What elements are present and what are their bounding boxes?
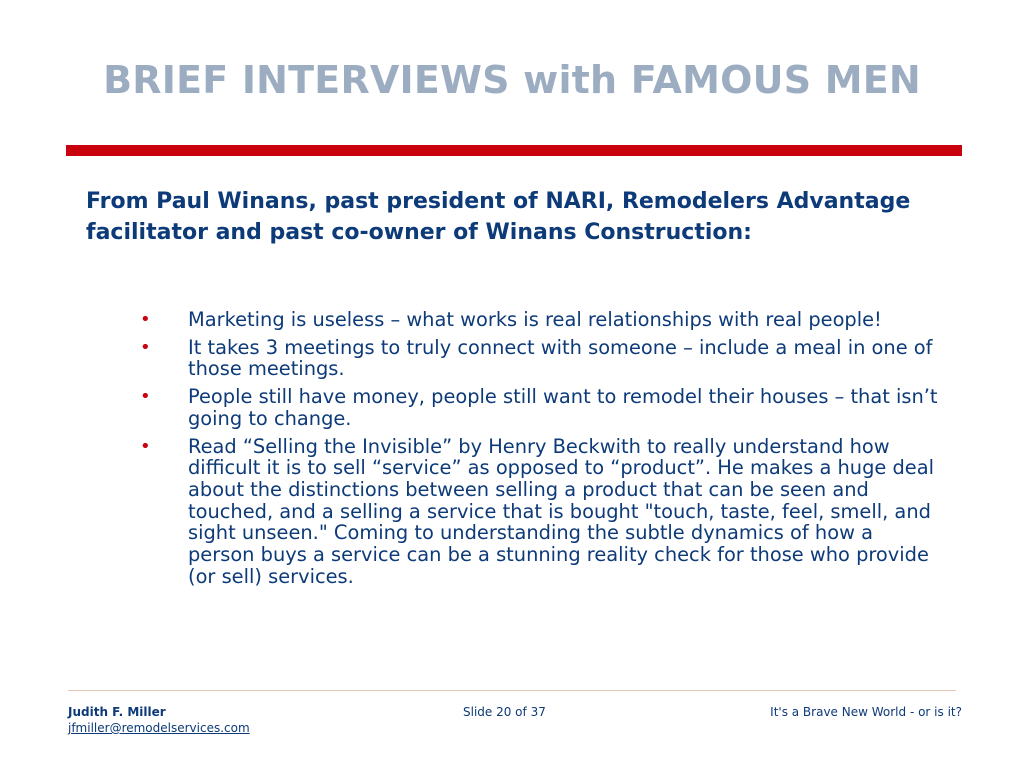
bullet-icon: •: [140, 435, 151, 457]
footer-email-link[interactable]: jfmiller@remodelservices.com: [68, 721, 250, 735]
bullet-icon: •: [140, 386, 151, 408]
bullet-text: Read “Selling the Invisible” by Henry Beckwith to really understand how difficult it is to sell “service” as opposed to “product”. He makes a huge deal about the distinctions between selling a product that can be seen and touched, and a selling a service that is bought "touch, taste, feel, smell, and sight unseen." Coming to understanding the subtle dynamics of how a person buys a service can be a stunning reality check for those who provide (or sell) services.: [188, 434, 935, 588]
bullet-item: [140, 337, 940, 380]
intro-text: From Paul Winans, past president of NARI, Remodelers Advantage facilitator and past co-owner of Winans Construction:: [86, 189, 911, 245]
bullet-text: It takes 3 meetings to truly connect with someone – include a meal in one of those meetings.: [188, 335, 933, 381]
bullet-item: [140, 309, 940, 331]
bullet-item: [140, 386, 940, 429]
bullet-item: [140, 436, 940, 588]
footer-tagline: It's a Brave New World - or is it?: [770, 705, 962, 719]
bullet-text: People still have money, people still want to remodel their houses – that isn’t going to change.: [188, 385, 938, 430]
footer-slide-number: Slide 20 of 37: [463, 705, 546, 719]
title-accent-bar: [66, 145, 962, 156]
footer-author: Judith F. Miller: [68, 705, 166, 719]
bullet-list: [140, 309, 940, 593]
bullet-icon: •: [140, 336, 151, 358]
bullet-text: Marketing is useless – what works is real relationships with real people!: [188, 308, 882, 331]
bullet-icon: •: [140, 309, 151, 330]
slide-title: BRIEF INTERVIEWS with FAMOUS MEN: [103, 58, 921, 102]
footer-divider: [68, 690, 956, 691]
